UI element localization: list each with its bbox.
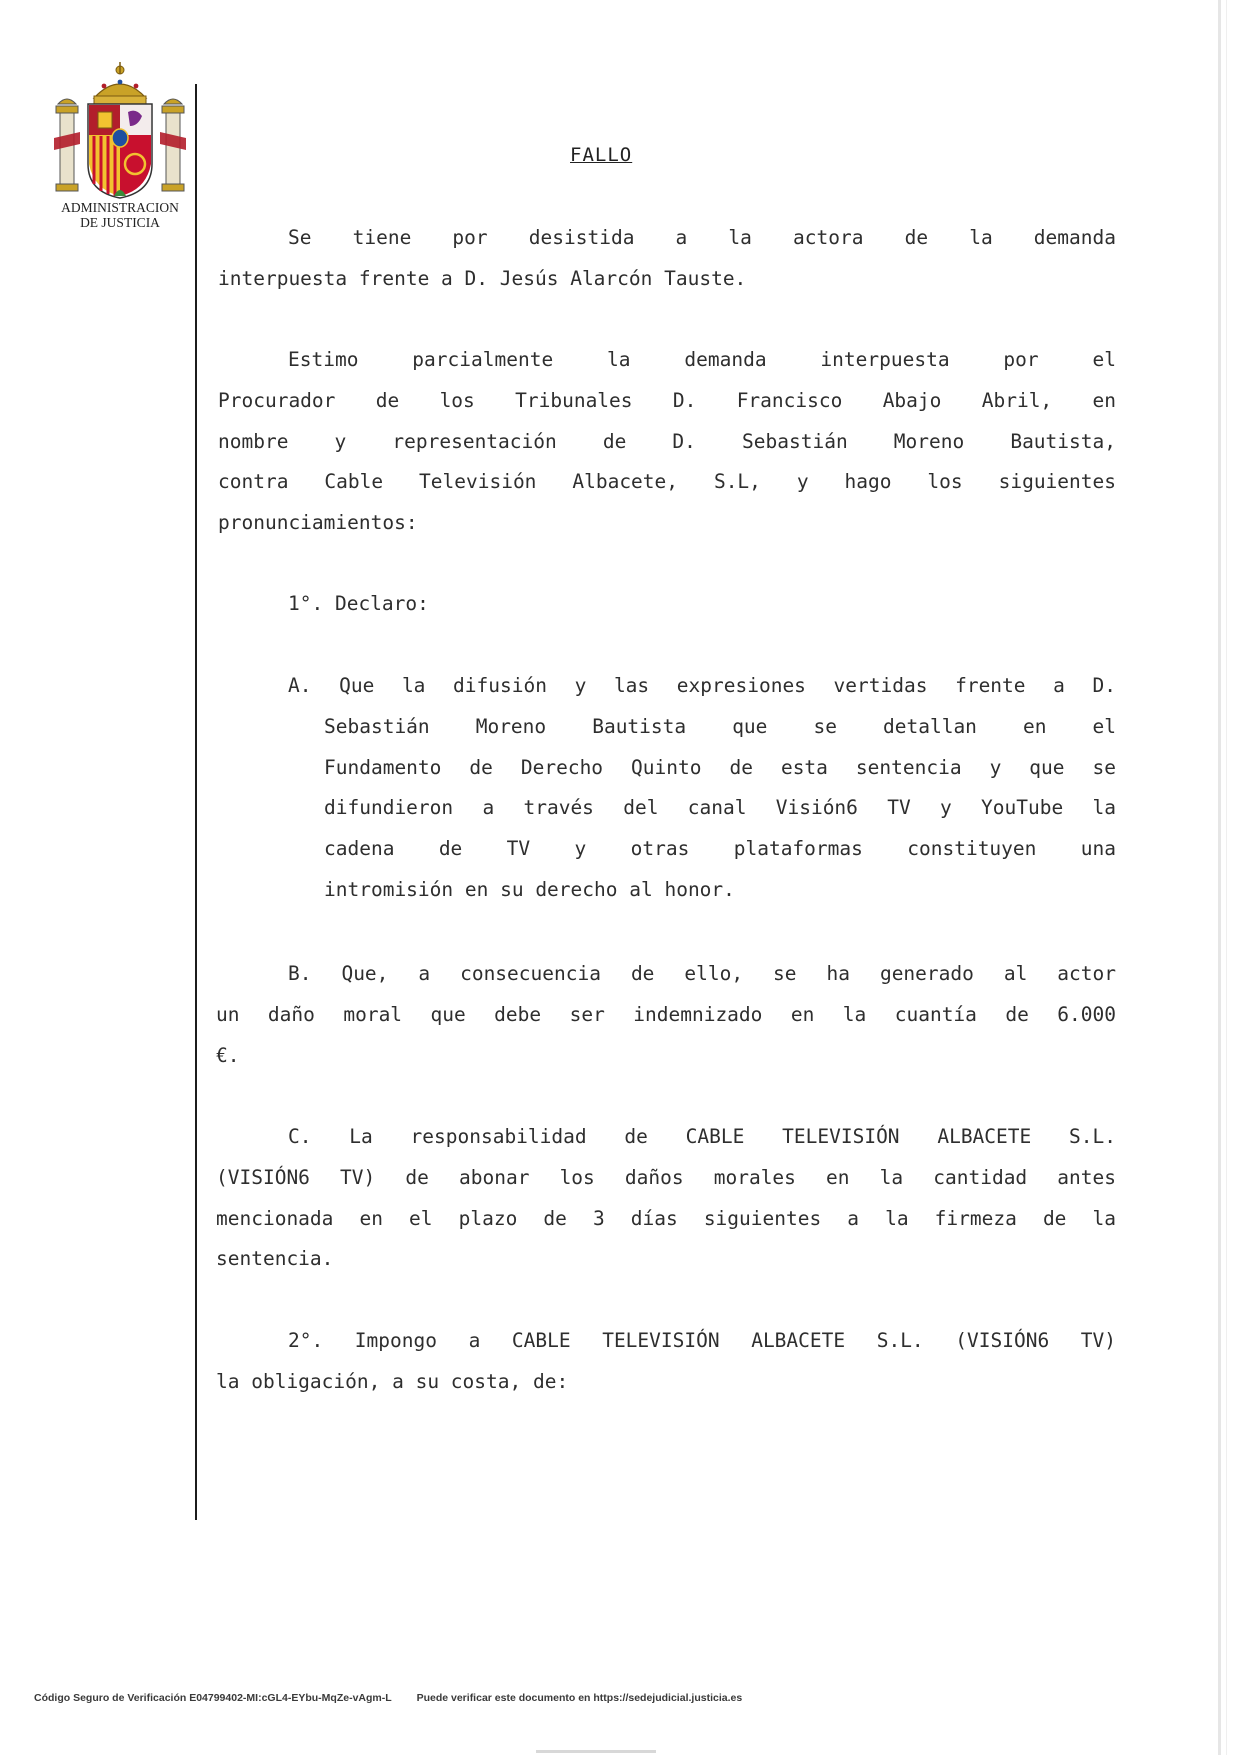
- text-line: cadena de TV y otras plataformas constituyen una: [324, 837, 1116, 861]
- text-line: sentencia.: [216, 1247, 334, 1271]
- verification-code: Código Seguro de Verificación E04799402-MI:cGL4-EYbu-MqZe-vAgm-L: [34, 1692, 392, 1704]
- paragraph-c: [216, 1117, 1116, 1280]
- text-line: €.: [216, 1043, 240, 1067]
- verification-link-text: Puede verificar este documento en https://sedejudicial.justicia.es: [416, 1692, 743, 1704]
- crown-icon: [94, 62, 146, 104]
- text-line: Sebastián Moreno Bautista que se detallan en el: [324, 714, 1116, 738]
- text-line: A. Que la difusión y las expresiones vertidas frente a D.: [288, 674, 1116, 697]
- paragraph-a: [288, 666, 1116, 911]
- text-line: mencionada en el plazo de 3 días siguientes a la firmeza de la: [216, 1206, 1116, 1230]
- section-heading: FALLO: [570, 144, 633, 166]
- verification-footer: [34, 1692, 764, 1704]
- pillar-right-icon: [160, 99, 186, 191]
- text-line: difundieron a través del canal Visión6 TV y YouTube la: [324, 796, 1116, 820]
- text-line: C. La responsabilidad de CABLE TELEVISIÓN ALBACETE S.L.: [288, 1125, 1116, 1148]
- paragraph-desistimiento: [218, 218, 1116, 300]
- institution-line-2: DE JUSTICIA: [80, 215, 160, 230]
- text-line: B. Que, a consecuencia de ello, se ha generado al actor: [288, 962, 1116, 985]
- pillar-left-icon: [54, 99, 80, 191]
- text-line: Se tiene por desistida a la actora de la demanda: [288, 226, 1116, 249]
- text-line: 2°. Impongo a CABLE TELEVISIÓN ALBACETE S.L. (VISIÓN6 TV): [288, 1329, 1116, 1352]
- text-line: la obligación, a su costa, de:: [216, 1369, 569, 1393]
- text-line: interpuesta frente a D. Jesús Alarcón Tauste.: [218, 266, 747, 290]
- institution-label: [48, 200, 192, 230]
- paragraph-b: [216, 954, 1116, 1076]
- paragraph-impongo: [216, 1321, 1116, 1403]
- margin-rule: [195, 84, 197, 1520]
- shield-icon: [88, 104, 152, 198]
- text-line: 1°. Declaro:: [288, 592, 429, 615]
- coat-of-arms-emblem: [54, 60, 186, 202]
- text-line: un daño moral que debe ser indemnizado en la cuantía de 6.000: [216, 1002, 1116, 1026]
- scan-bottom-mark: [536, 1750, 656, 1753]
- paragraph-declaro: [288, 584, 688, 625]
- text-line: contra Cable Televisión Albacete, S.L, y hago los siguientes: [218, 470, 1116, 494]
- text-line: Fundamento de Derecho Quinto de esta sentencia y que se: [324, 755, 1116, 779]
- paragraph-estimacion: [218, 340, 1116, 544]
- scan-edge-secondary: [1226, 0, 1227, 1755]
- text-line: Estimo parcialmente la demanda interpuesta por el: [288, 348, 1116, 371]
- text-line: nombre y representación de D. Sebastián Moreno Bautista,: [218, 429, 1116, 453]
- scan-edge: [1218, 0, 1221, 1755]
- text-line: Procurador de los Tribunales D. Francisco Abajo Abril, en: [218, 388, 1116, 412]
- institution-line-1: ADMINISTRACION: [61, 200, 179, 215]
- text-line: intromisión en su derecho al honor.: [324, 877, 735, 901]
- text-line: (VISIÓN6 TV) de abonar los daños morales en la cantidad antes: [216, 1165, 1116, 1189]
- text-line: pronunciamientos:: [218, 511, 418, 535]
